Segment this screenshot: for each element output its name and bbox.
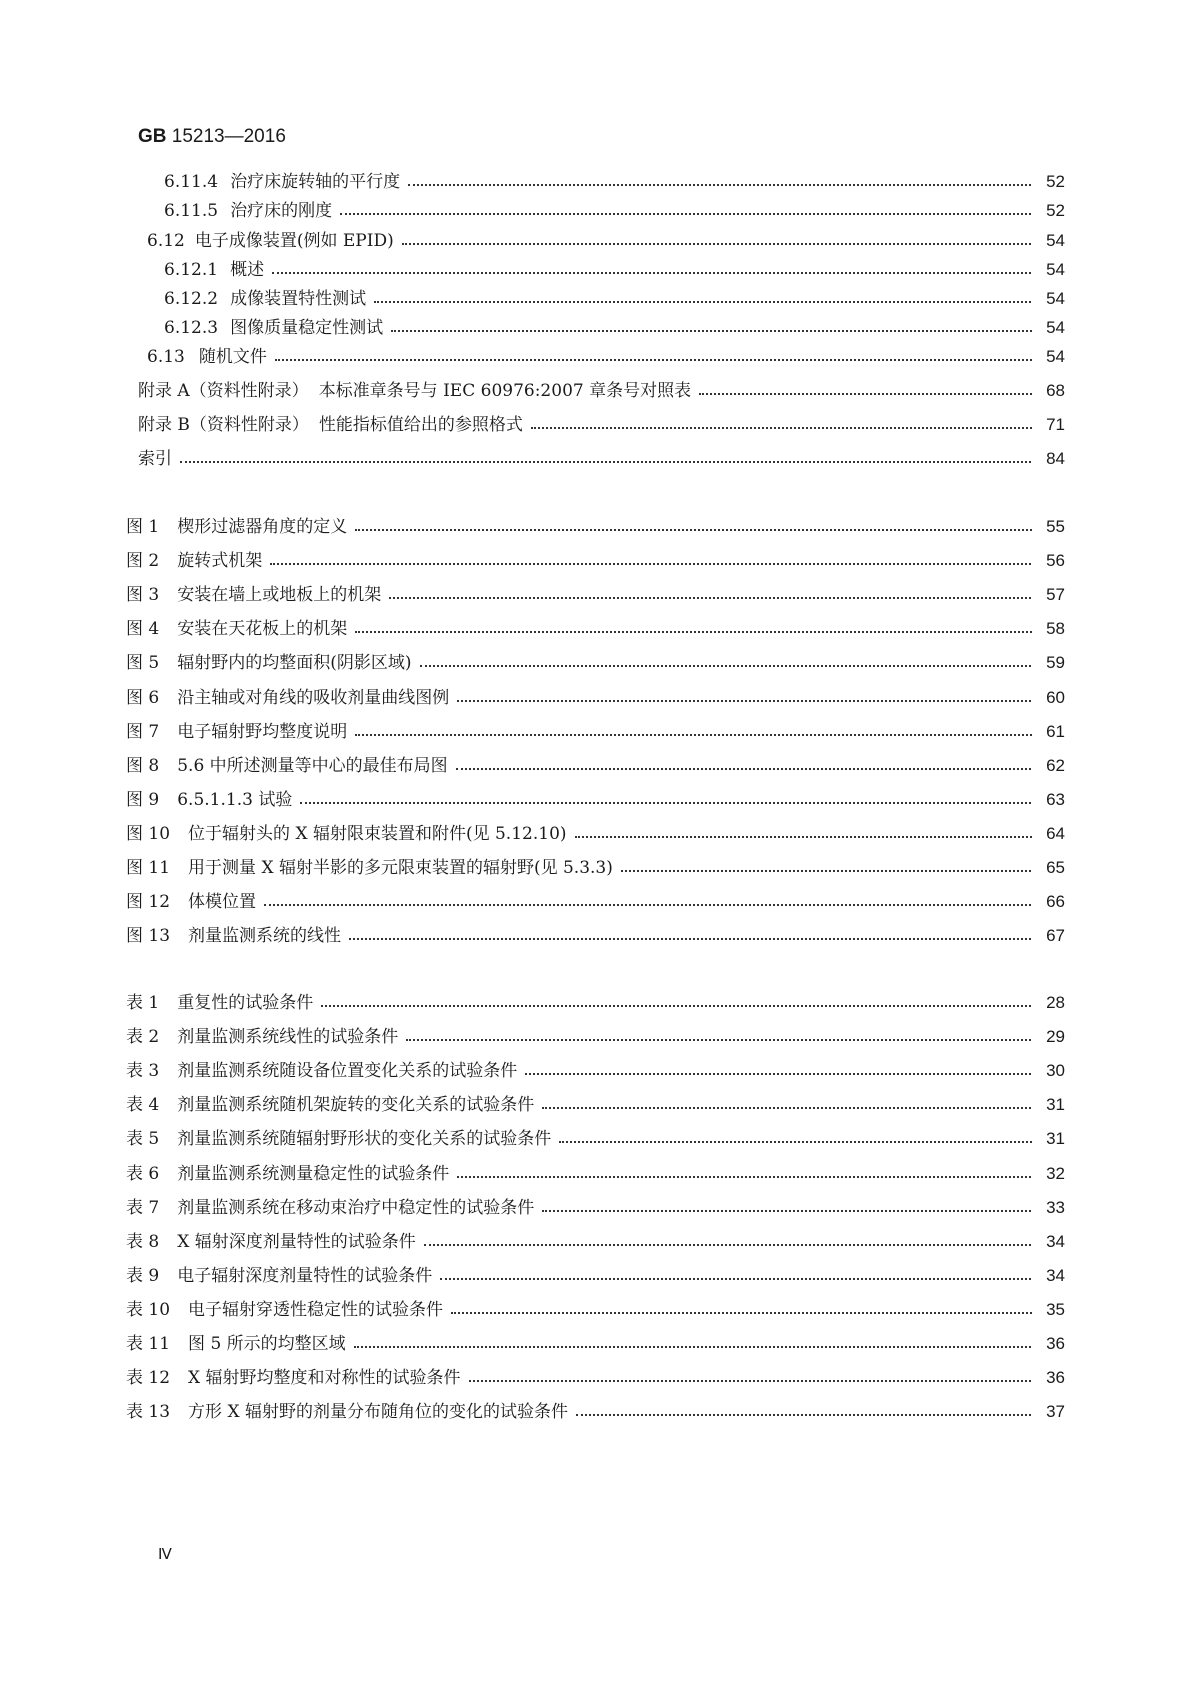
- toc-section-entry[interactable]: [0, 286, 1191, 312]
- figure-entry-page-number: 57: [1033, 582, 1065, 608]
- figure-entry-number: 图 2: [126, 551, 160, 571]
- table-entry-number: 表 1: [126, 993, 160, 1013]
- table-entry-number: 表 5: [126, 1129, 160, 1149]
- table-entry-label: [126, 1331, 352, 1357]
- toc-section-entry-title: 治疗床旋转轴的平行度: [230, 172, 401, 192]
- dot-leader: [270, 548, 1039, 574]
- dot-leader: [699, 378, 1039, 404]
- toc-section-entry-label: [138, 446, 178, 472]
- figure-entry-title: 5.6 中所述测量等中心的最佳布局图: [177, 756, 448, 776]
- dot-leader: [374, 286, 1039, 312]
- table-entry-number: 表 7: [126, 1198, 160, 1218]
- toc-section-entry-label: [147, 228, 400, 254]
- toc-section-entry-title: 电子成像装置(例如 EPID): [194, 231, 394, 251]
- toc-section-entry-page-number: 54: [1033, 286, 1065, 312]
- table-entry-page-number: 32: [1033, 1161, 1065, 1187]
- figure-entry[interactable]: [0, 753, 1191, 779]
- table-entry[interactable]: [0, 1195, 1191, 1221]
- table-entry-label: [126, 1195, 540, 1221]
- toc-section-entry-label: [138, 378, 697, 404]
- toc-section-entry-title: 本标准章条号与 IEC 60976:2007 章条号对照表: [318, 381, 692, 401]
- dot-leader: [420, 650, 1040, 676]
- table-entry[interactable]: [0, 1161, 1191, 1187]
- figure-entry[interactable]: [0, 548, 1191, 574]
- dot-leader: [180, 446, 1039, 472]
- figure-entry-label: [126, 514, 353, 540]
- dot-leader: [340, 198, 1039, 224]
- figure-entry-label: [126, 889, 262, 915]
- figure-entry-page-number: 61: [1033, 719, 1065, 745]
- table-entry-page-number: 31: [1033, 1126, 1065, 1152]
- figure-entry-label: [126, 650, 418, 676]
- dot-leader: [576, 1399, 1039, 1425]
- dot-leader: [525, 1058, 1039, 1084]
- figure-entry-title: 用于测量 X 辐射半影的多元限束装置的辐射野(见 5.3.3): [188, 858, 613, 878]
- table-entry-title: 电子辐射深度剂量特性的试验条件: [177, 1266, 433, 1286]
- figure-entry-title: 电子辐射野均整度说明: [177, 722, 348, 742]
- dot-leader: [355, 719, 1039, 745]
- toc-section-entry-page-number: 54: [1033, 315, 1065, 341]
- toc-section-entry[interactable]: [0, 412, 1191, 438]
- figure-entry-label: [126, 787, 298, 813]
- figure-entry-title: 旋转式机架: [177, 551, 263, 571]
- table-entry-number: 表 2: [126, 1027, 160, 1047]
- dot-leader: [402, 228, 1039, 254]
- figure-entry[interactable]: [0, 514, 1191, 540]
- toc-section-entry-number: 6.12.1: [164, 260, 219, 280]
- figure-entry-page-number: 67: [1033, 923, 1065, 949]
- figure-entry[interactable]: [0, 582, 1191, 608]
- dot-leader: [406, 1024, 1039, 1050]
- toc-section-entry-label: [138, 412, 529, 438]
- dot-leader: [300, 787, 1039, 813]
- figure-entry-label: [126, 548, 268, 574]
- toc-section-entry-title: 随机文件: [198, 347, 267, 367]
- dot-leader: [389, 582, 1039, 608]
- figure-entry-label: [126, 719, 353, 745]
- dot-leader: [275, 344, 1039, 370]
- table-entry-page-number: 36: [1033, 1331, 1065, 1357]
- toc-section-entry-label: [164, 315, 389, 341]
- dot-leader: [408, 169, 1039, 195]
- dot-leader: [559, 1126, 1039, 1152]
- dot-leader: [469, 1365, 1039, 1391]
- document-header: [138, 126, 286, 148]
- table-entry[interactable]: [0, 1399, 1191, 1425]
- toc-section-entry-page-number: 84: [1033, 446, 1065, 472]
- figure-entry-page-number: 59: [1033, 650, 1065, 676]
- table-entry-label: [126, 990, 319, 1016]
- table-entry-page-number: 33: [1033, 1195, 1065, 1221]
- toc-section-entry[interactable]: [0, 378, 1191, 404]
- toc-section-entry[interactable]: [0, 228, 1191, 254]
- table-entry-page-number: 34: [1033, 1229, 1065, 1255]
- toc-section-entry[interactable]: [0, 446, 1191, 472]
- toc-section-entry-title: 索引: [138, 449, 172, 469]
- figure-entry-label: [126, 616, 353, 642]
- figure-entry-number: 图 10: [126, 824, 171, 844]
- table-entry-page-number: 37: [1033, 1399, 1065, 1425]
- table-entry[interactable]: [0, 1092, 1191, 1118]
- toc-section-entry-label: [164, 286, 372, 312]
- figure-entry-number: 图 8: [126, 756, 160, 776]
- toc-section-entry-number: 附录 A（资料性附录）: [138, 381, 309, 401]
- table-entry-label: [126, 1092, 540, 1118]
- toc-section-entry[interactable]: [0, 344, 1191, 370]
- table-entry-title: 剂量监测系统随辐射野形状的变化关系的试验条件: [177, 1129, 552, 1149]
- dot-leader: [456, 753, 1039, 779]
- table-entry-title: 电子辐射穿透性稳定性的试验条件: [188, 1300, 444, 1320]
- table-entry-number: 表 9: [126, 1266, 160, 1286]
- table-entry-title: 剂量监测系统在移动束治疗中稳定性的试验条件: [177, 1198, 535, 1218]
- figure-entry-number: 图 7: [126, 722, 160, 742]
- table-entry-page-number: 30: [1033, 1058, 1065, 1084]
- table-entry-title: 重复性的试验条件: [177, 993, 314, 1013]
- figure-entry-title: 安装在天花板上的机架: [177, 619, 348, 639]
- table-entry-number: 表 6: [126, 1164, 160, 1184]
- dot-leader: [542, 1195, 1039, 1221]
- toc-section-entry-title: 性能指标值给出的参照格式: [318, 415, 523, 435]
- figure-entry-number: 图 13: [126, 926, 171, 946]
- table-entry-label: [126, 1263, 438, 1289]
- figure-entry[interactable]: [0, 685, 1191, 711]
- toc-section-entry-page-number: 54: [1033, 344, 1065, 370]
- dot-leader: [575, 821, 1039, 847]
- table-entry-number: 表 8: [126, 1232, 160, 1252]
- toc-section-entry[interactable]: [0, 169, 1191, 195]
- dot-leader: [440, 1263, 1039, 1289]
- figure-entry-number: 图 11: [126, 858, 171, 878]
- figure-entry-page-number: 55: [1033, 514, 1065, 540]
- table-entry-number: 表 11: [126, 1334, 171, 1354]
- table-entry-number: 表 10: [126, 1300, 171, 1320]
- figure-entry-label: [126, 582, 387, 608]
- figure-entry[interactable]: [0, 821, 1191, 847]
- dot-leader: [457, 1161, 1039, 1187]
- table-entry[interactable]: [0, 1024, 1191, 1050]
- dot-leader: [391, 315, 1039, 341]
- figure-entry-title: 位于辐射头的 X 辐射限束装置和附件(见 5.12.10): [188, 824, 567, 844]
- figure-entry-title: 安装在墙上或地板上的机架: [177, 585, 382, 605]
- toc-section-entry-label: [147, 344, 273, 370]
- dot-leader: [531, 412, 1039, 438]
- table-entry-page-number: 36: [1033, 1365, 1065, 1391]
- figure-entry-number: 图 9: [126, 790, 160, 810]
- figure-entry[interactable]: [0, 719, 1191, 745]
- figure-entry-number: 图 3: [126, 585, 160, 605]
- toc-section-entry-title: 治疗床的刚度: [230, 201, 333, 221]
- table-entry-title: 剂量监测系统随机架旋转的变化关系的试验条件: [177, 1095, 535, 1115]
- dot-leader: [424, 1229, 1039, 1255]
- dot-leader: [354, 1331, 1039, 1357]
- figure-entry-label: [126, 923, 347, 949]
- toc-section-entry-title: 图像质量稳定性测试: [230, 318, 384, 338]
- toc-section-entry-number: 6.12: [147, 231, 185, 251]
- table-entry-page-number: 35: [1033, 1297, 1065, 1323]
- figure-entry[interactable]: [0, 855, 1191, 881]
- table-entry-label: [126, 1161, 455, 1187]
- toc-section-entry-page-number: 52: [1033, 198, 1065, 224]
- figure-entry[interactable]: [0, 923, 1191, 949]
- figure-entry-title: 体模位置: [188, 892, 257, 912]
- table-entry[interactable]: [0, 1229, 1191, 1255]
- toc-section-entry[interactable]: [0, 198, 1191, 224]
- table-entry-title: X 辐射深度剂量特性的试验条件: [177, 1232, 416, 1252]
- toc-section-entry-label: [164, 198, 338, 224]
- figure-entry-title: 6.5.1.1.3 试验: [177, 790, 293, 810]
- standard-number: 15213—2016: [171, 126, 286, 147]
- figure-entry-number: 图 5: [126, 653, 160, 673]
- figure-entry-number: 图 1: [126, 517, 160, 537]
- table-entry-title: 方形 X 辐射野的剂量分布随角位的变化的试验条件: [188, 1402, 568, 1422]
- toc-section-entry-label: [164, 257, 270, 283]
- figure-entry[interactable]: [0, 889, 1191, 915]
- table-entry-number: 表 4: [126, 1095, 160, 1115]
- table-entry-number: 表 12: [126, 1368, 171, 1388]
- dot-leader: [349, 923, 1039, 949]
- table-entry-number: 表 3: [126, 1061, 160, 1081]
- toc-section-entry-page-number: 54: [1033, 228, 1065, 254]
- table-entry-number: 表 13: [126, 1402, 171, 1422]
- dot-leader: [264, 889, 1039, 915]
- toc-section-entry-number: 6.11.4: [164, 172, 219, 192]
- figure-entry-number: 图 12: [126, 892, 171, 912]
- table-entry-title: 剂量监测系统随设备位置变化关系的试验条件: [177, 1061, 518, 1081]
- table-entry-label: [126, 1024, 404, 1050]
- table-entry-title: 剂量监测系统测量稳定性的试验条件: [177, 1164, 450, 1184]
- figure-entry-title: 辐射野内的均整面积(阴影区域): [177, 653, 412, 673]
- standard-prefix: GB: [138, 126, 167, 147]
- dot-leader: [355, 514, 1039, 540]
- table-entry-label: [126, 1399, 574, 1425]
- figure-entry-page-number: 65: [1033, 855, 1065, 881]
- toc-section-entry-page-number: 71: [1033, 412, 1065, 438]
- figure-entry-label: [126, 821, 573, 847]
- figure-entry-page-number: 60: [1033, 685, 1065, 711]
- figure-entry-page-number: 64: [1033, 821, 1065, 847]
- figure-entry-number: 图 6: [126, 688, 160, 708]
- toc-section-entry-title: 概述: [230, 260, 265, 280]
- page-number-footer: Ⅳ: [158, 1547, 172, 1563]
- table-entry-title: 剂量监测系统线性的试验条件: [177, 1027, 399, 1047]
- toc-section-entry-number: 6.11.5: [164, 201, 219, 221]
- dot-leader: [355, 616, 1039, 642]
- toc-section-entry-title: 成像装置特性测试: [230, 289, 367, 309]
- toc-section-entry-label: [164, 169, 406, 195]
- figure-entry-title: 楔形过滤器角度的定义: [177, 517, 348, 537]
- table-entry-label: [126, 1229, 422, 1255]
- figure-entry[interactable]: [0, 616, 1191, 642]
- table-entry-page-number: 34: [1033, 1263, 1065, 1289]
- table-entry[interactable]: [0, 1297, 1191, 1323]
- table-entry[interactable]: [0, 1058, 1191, 1084]
- dot-leader: [621, 855, 1039, 881]
- toc-section-entry-page-number: 54: [1033, 257, 1065, 283]
- toc-section-entry-number: 附录 B（资料性附录）: [138, 415, 309, 435]
- table-entry-page-number: 28: [1033, 990, 1065, 1016]
- table-entry-page-number: 31: [1033, 1092, 1065, 1118]
- figure-entry-title: 剂量监测系统的线性: [188, 926, 342, 946]
- table-entry[interactable]: [0, 990, 1191, 1016]
- table-entry[interactable]: [0, 1126, 1191, 1152]
- table-entry-label: [126, 1365, 467, 1391]
- table-entry-label: [126, 1126, 557, 1152]
- figure-entry[interactable]: [0, 787, 1191, 813]
- figure-entry-page-number: 62: [1033, 753, 1065, 779]
- figure-entry-title: 沿主轴或对角线的吸收剂量曲线图例: [177, 688, 450, 708]
- figure-entry-page-number: 58: [1033, 616, 1065, 642]
- figure-entry-label: [126, 855, 619, 881]
- toc-section-entry-page-number: 68: [1033, 378, 1065, 404]
- table-entry[interactable]: [0, 1331, 1191, 1357]
- figure-entry-page-number: 56: [1033, 548, 1065, 574]
- figure-entry-label: [126, 685, 455, 711]
- figure-entry-number: 图 4: [126, 619, 160, 639]
- dot-leader: [542, 1092, 1039, 1118]
- table-entry[interactable]: [0, 1263, 1191, 1289]
- toc-section-entry-number: 6.12.3: [164, 318, 219, 338]
- figure-entry-label: [126, 753, 454, 779]
- table-entry-title: 图 5 所示的均整区域: [188, 1334, 346, 1354]
- dot-leader: [272, 257, 1039, 283]
- toc-section-entry-number: 6.12.2: [164, 289, 219, 309]
- toc-section-entry[interactable]: [0, 315, 1191, 341]
- toc-section-entry-page-number: 52: [1033, 169, 1065, 195]
- figure-entry-page-number: 66: [1033, 889, 1065, 915]
- dot-leader: [451, 1297, 1039, 1323]
- table-entry-page-number: 29: [1033, 1024, 1065, 1050]
- table-entry-label: [126, 1058, 523, 1084]
- table-entry-label: [126, 1297, 449, 1323]
- table-entry-title: X 辐射野均整度和对称性的试验条件: [188, 1368, 461, 1388]
- toc-section-entry[interactable]: [0, 257, 1191, 283]
- figure-entry[interactable]: [0, 650, 1191, 676]
- table-entry[interactable]: [0, 1365, 1191, 1391]
- dot-leader: [457, 685, 1039, 711]
- toc-section-entry-number: 6.13: [147, 347, 185, 367]
- dot-leader: [321, 990, 1039, 1016]
- figure-entry-page-number: 63: [1033, 787, 1065, 813]
